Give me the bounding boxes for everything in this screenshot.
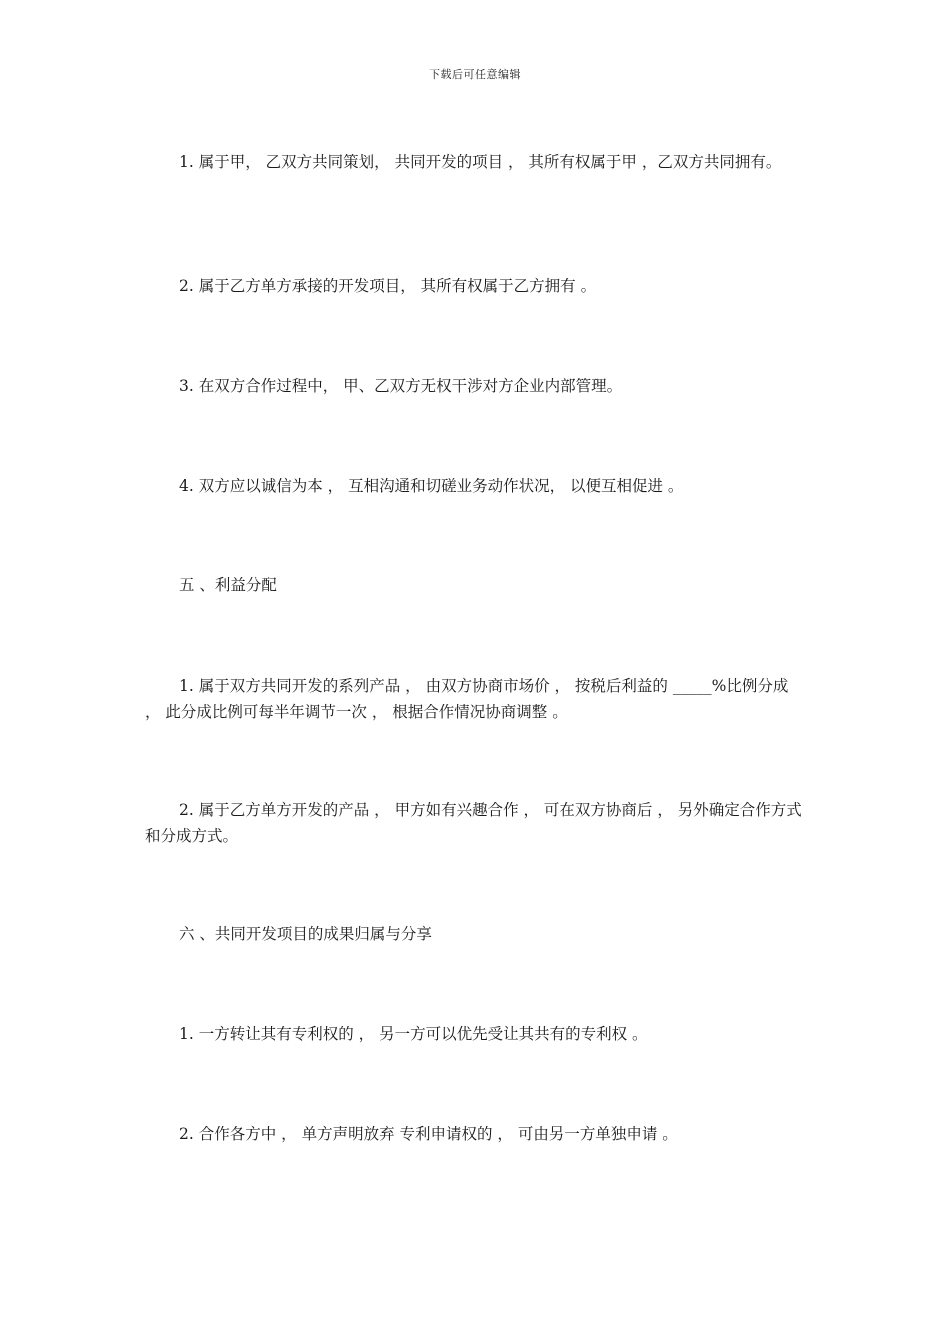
paragraph-clause-2: 2. 属于乙方单方承接的开发项目， 其所有权属于乙方拥有 。 [179,277,597,295]
paragraph-profit-clause-2: 2. 属于乙方单方开发的产品 ， 甲方如有兴趣合作 ， 可在双方协商后 ， 另外确定合作方式和分成方式。 [145,801,802,845]
page-header: 下载后可任意编辑 [429,68,521,81]
paragraph-ownership-clause-1: 1. 一方转让其有专利权的 ， 另一方可以优先受让其共有的专利权 。 [179,1025,648,1043]
paragraph-profit-clause-1: 1. 属于双方共同开发的系列产品 ， 由双方协商市场价 ， 按税后利益的 _____%比例分成 ， 此分成比例可每半年调节一次 ， 根据合作情况协商调整 。 [145,677,789,721]
paragraph-clause-4: 4. 双方应以诚信为本 ， 互相沟通和切磋业务动作状况， 以便互相促进 。 [179,477,684,495]
section-heading-profit-distribution: 五 、利益分配 [179,576,277,594]
paragraph-ownership-clause-2: 2. 合作各方中 ， 单方声明放弃 专利申请权的 ， 可由另一方单独申请 。 [179,1125,678,1143]
section-heading-results-ownership: 六 、共同开发项目的成果归属与分享 [179,925,432,943]
paragraph-clause-3: 3. 在双方合作过程中， 甲、乙双方无权干涉对方企业内部管理。 [179,377,623,395]
paragraph-clause-1: 1. 属于甲， 乙双方共同策划， 共同开发的项目 ， 其所有权属于甲 ，乙双方共同拥有。 [179,153,782,171]
